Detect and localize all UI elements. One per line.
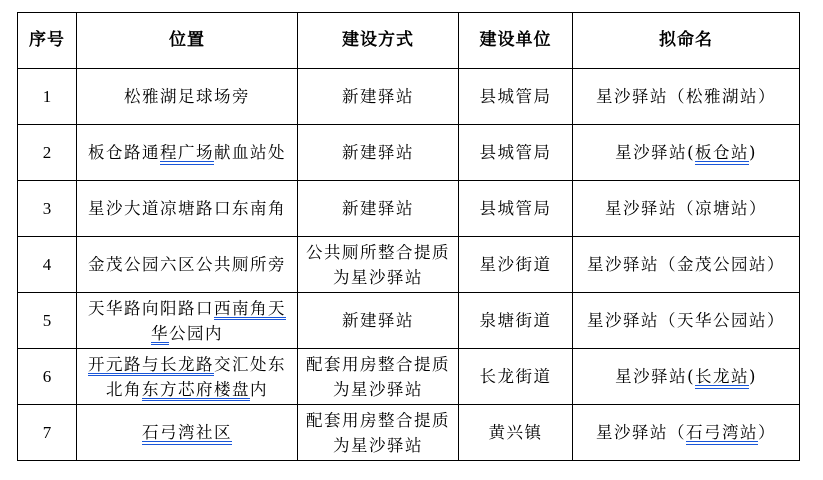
cell-name xyxy=(573,125,800,181)
text-segment: 交汇处东北角 xyxy=(106,354,286,399)
cell-location xyxy=(77,293,298,349)
text-segment: 星沙驿站（凉塘站） xyxy=(605,199,767,218)
table-row xyxy=(18,405,800,461)
table-row xyxy=(18,349,800,405)
cell-method: 新建驿站 xyxy=(298,69,459,125)
cell-no: 1 xyxy=(18,69,77,125)
cell-unit: 县城管局 xyxy=(459,125,573,181)
header-no: 序号 xyxy=(18,13,77,69)
underlined-text: 石弓湾站 xyxy=(686,423,758,442)
cell-method: 新建驿站 xyxy=(298,293,459,349)
text-segment: 星沙驿站（天华公园站） xyxy=(587,311,785,330)
table-row xyxy=(18,181,800,237)
cell-name xyxy=(573,237,800,293)
underlined-text: 程广场 xyxy=(160,143,214,162)
cell-unit: 长龙街道 xyxy=(459,349,573,405)
text-segment: 星沙驿站（ xyxy=(596,423,686,442)
cell-method: 公共厕所整合提质为星沙驿站 xyxy=(298,237,459,293)
cell-name xyxy=(573,405,800,461)
cell-unit: 星沙街道 xyxy=(459,237,573,293)
underlined-text: 长龙站 xyxy=(695,367,749,386)
cell-method: 新建驿站 xyxy=(298,181,459,237)
text-segment: 公园内 xyxy=(169,323,223,343)
cell-no: 7 xyxy=(18,405,77,461)
underlined-text: 板仓站 xyxy=(695,143,749,162)
cell-no: 2 xyxy=(18,125,77,181)
text-segment: 献血站处 xyxy=(214,143,286,162)
cell-no: 3 xyxy=(18,181,77,237)
cell-method: 配套用房整合提质为星沙驿站 xyxy=(298,349,459,405)
table-row xyxy=(18,293,800,349)
cell-no: 4 xyxy=(18,237,77,293)
cell-name xyxy=(573,293,800,349)
station-table xyxy=(17,12,800,461)
header-method: 建设方式 xyxy=(298,13,459,69)
cell-location xyxy=(77,237,298,293)
table-row xyxy=(18,69,800,125)
underlined-text: 西南角天华 xyxy=(151,298,286,343)
cell-no: 5 xyxy=(18,293,77,349)
cell-method: 新建驿站 xyxy=(298,125,459,181)
cell-method: 配套用房整合提质为星沙驿站 xyxy=(298,405,459,461)
text-segment: 星沙驿站（松雅湖站） xyxy=(596,87,776,106)
cell-unit: 泉塘街道 xyxy=(459,293,573,349)
text-segment: 板仓路通 xyxy=(88,143,160,162)
cell-location xyxy=(77,125,298,181)
text-segment: ) xyxy=(749,143,757,162)
cell-location xyxy=(77,69,298,125)
table-body xyxy=(18,69,800,461)
text-segment: 内 xyxy=(250,379,268,399)
cell-name xyxy=(573,69,800,125)
text-segment: 天华路向阳路口 xyxy=(88,298,214,318)
cell-name xyxy=(573,181,800,237)
cell-unit: 县城管局 xyxy=(459,181,573,237)
underlined-text: 石弓湾社区 xyxy=(142,423,232,442)
header-location: 位置 xyxy=(77,13,298,69)
cell-unit: 县城管局 xyxy=(459,69,573,125)
table-row xyxy=(18,125,800,181)
text-segment: 星沙驿站( xyxy=(615,143,695,162)
cell-location xyxy=(77,405,298,461)
text-segment: ） xyxy=(758,423,776,442)
text-segment: 星沙大道凉塘路口东南角 xyxy=(88,199,286,218)
underlined-text: 东方芯府楼盘 xyxy=(142,379,250,399)
cell-location xyxy=(77,349,298,405)
text-segment: ) xyxy=(749,367,757,386)
cell-unit: 黄兴镇 xyxy=(459,405,573,461)
header-name: 拟命名 xyxy=(573,13,800,69)
text-segment: 星沙驿站( xyxy=(615,367,695,386)
header-unit: 建设单位 xyxy=(459,13,573,69)
cell-no: 6 xyxy=(18,349,77,405)
text-segment: 星沙驿站（金茂公园站） xyxy=(587,255,785,274)
cell-name xyxy=(573,349,800,405)
text-segment: 松雅湖足球场旁 xyxy=(124,87,250,106)
text-segment: 金茂公园六区公共厕所旁 xyxy=(88,255,286,274)
header-row xyxy=(18,13,800,69)
cell-location xyxy=(77,181,298,237)
table-row xyxy=(18,237,800,293)
underlined-text: 开元路与长龙路 xyxy=(88,354,214,374)
